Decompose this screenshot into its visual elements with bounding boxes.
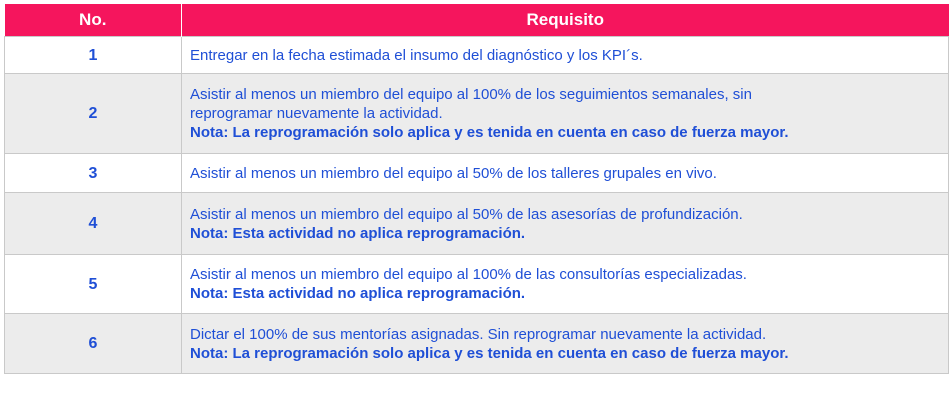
table-row [5,37,949,74]
row-number: 3 [5,154,182,193]
requirement-note: Nota: Esta actividad no aplica reprogramación. [190,224,526,242]
requirement-text: Asistir al menos un miembro del equipo al 100% de los seguimientos semanales, sin [190,86,752,103]
table-row [5,255,949,314]
row-number: 6 [5,314,182,374]
row-number: 4 [5,193,182,255]
column-header-requisito: Requisito [182,4,949,37]
table-row [5,154,949,193]
table-row [5,314,949,374]
table-header-row [5,4,949,37]
requirement-cell [182,255,949,314]
requirement-text: Asistir al menos un miembro del equipo al 50% de las asesorías de profundización. [190,205,743,223]
column-header-no: No. [5,4,182,37]
requirement-text-continued: reprogramar nuevamente la actividad. [190,105,443,122]
requirements-table [4,4,949,374]
requirement-note: Nota: La reprogramación solo aplica y es tenida en cuenta en caso de fuerza mayor. [190,124,789,141]
requirement-text: Asistir al menos un miembro del equipo al 50% de los talleres grupales en vivo. [190,164,717,182]
requirement-note: Nota: La reprogramación solo aplica y es tenida en cuenta en caso de fuerza mayor. [190,344,789,362]
row-number: 5 [5,255,182,314]
row-number: 1 [5,37,182,74]
requirement-cell [182,74,949,154]
requirement-cell [182,154,949,193]
requirement-text: Entregar en la fecha estimada el insumo del diagnóstico y los KPI´s. [190,46,643,64]
requirement-cell [182,314,949,374]
requirement-cell [182,37,949,74]
table-row [5,193,949,255]
requirement-text: Asistir al menos un miembro del equipo al 100% de las consultorías especializadas. [190,266,747,283]
requirement-text: Dictar el 100% de sus mentorías asignadas. Sin reprogramar nuevamente la actividad. [190,325,767,343]
row-number: 2 [5,74,182,154]
requirement-cell [182,193,949,255]
requirement-note: Nota: Esta actividad no aplica reprogramación. [190,285,526,302]
table-row [5,74,949,154]
